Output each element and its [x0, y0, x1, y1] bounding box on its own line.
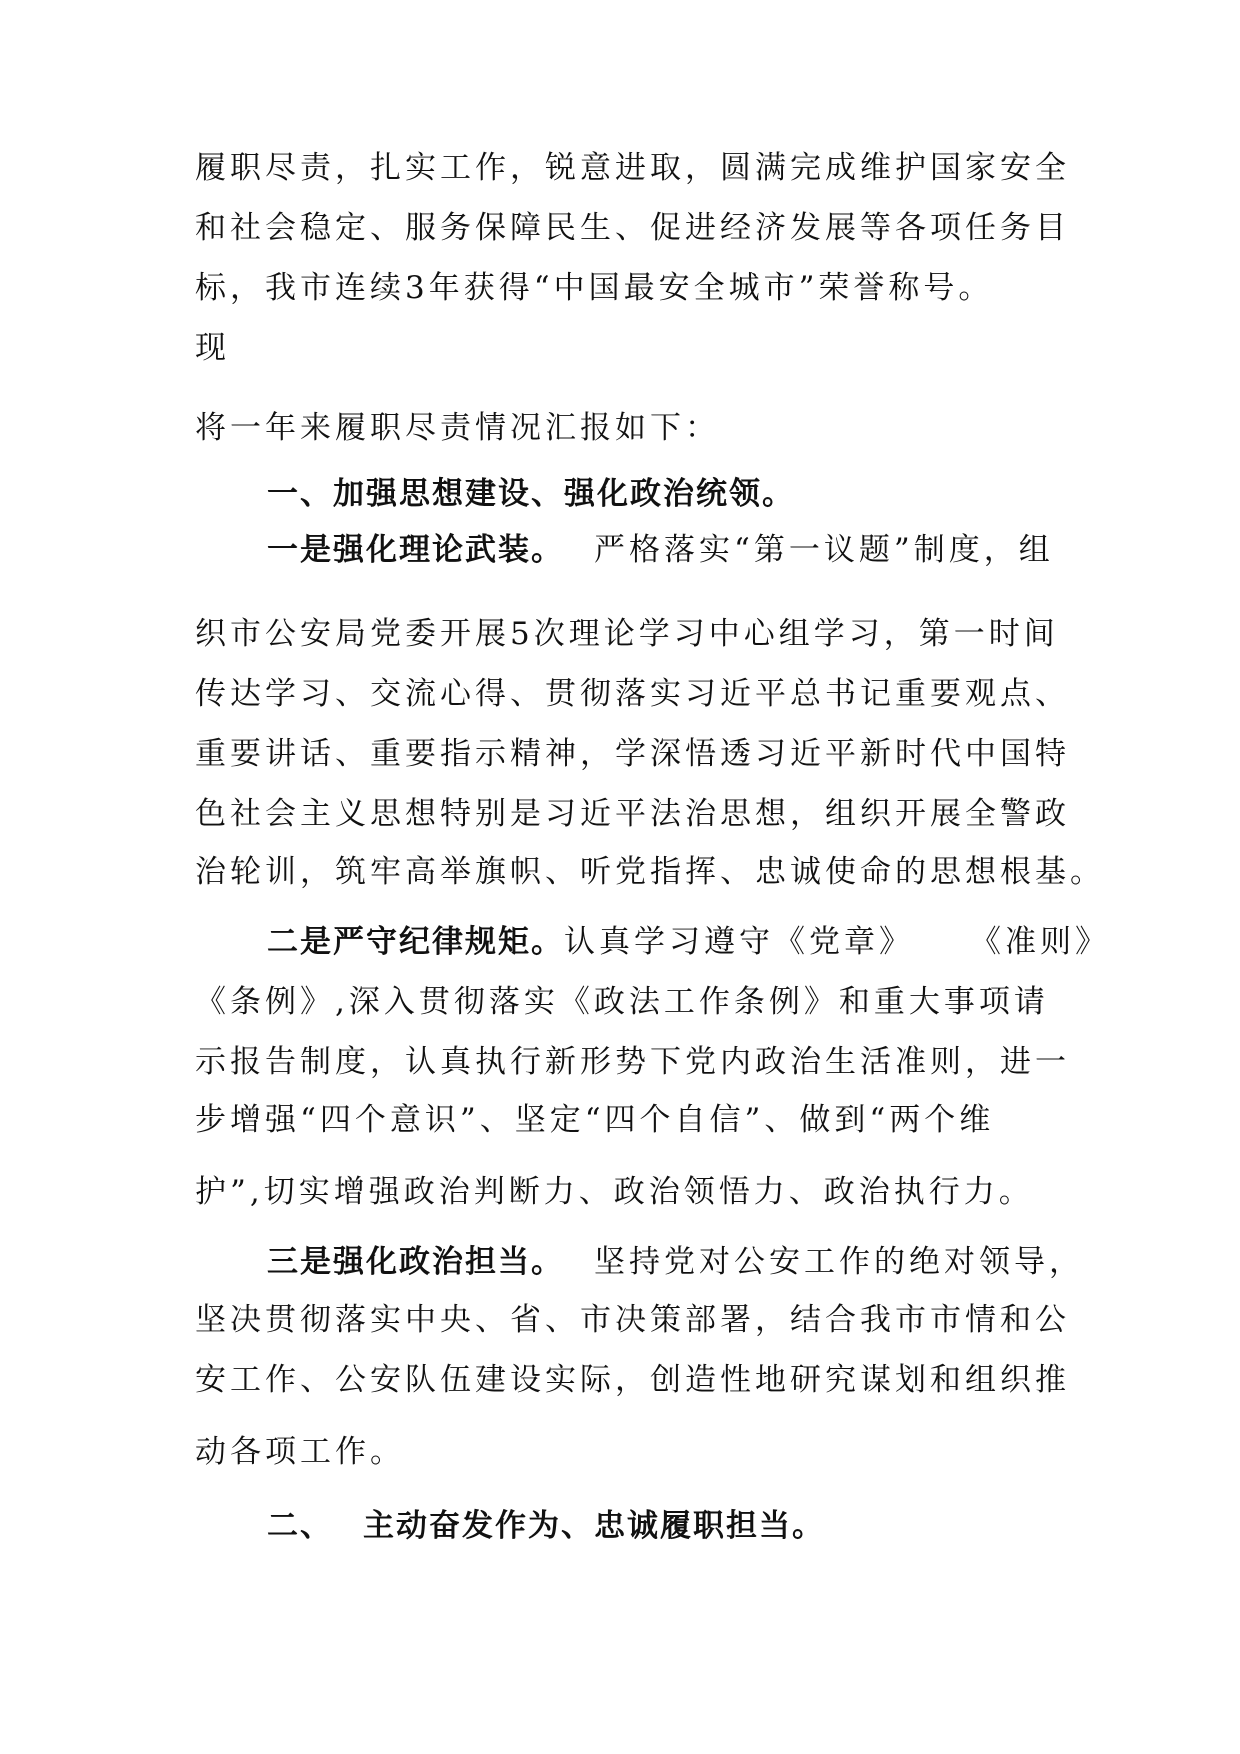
- item-2-line-1-text-b: 《准则》: [970, 924, 1110, 960]
- item-3-line-1: [267, 1242, 1084, 1282]
- item-2-line-3: 示报告制度，认真执行新形势下党内政治生活准则，进一: [195, 1044, 1070, 1080]
- item-2-line-2: 《条例》,深入贯彻落实《政法工作条例》和重大事项请: [195, 984, 1049, 1020]
- item-3-line-2: 坚决贯彻落实中央、省、市决策部署，结合我市市情和公: [195, 1302, 1070, 1338]
- intro-line-2: 和社会稳定、服务保障民生、促进经济发展等各项任务目: [195, 210, 1070, 246]
- item-2-lead: 二是严守纪律规矩。: [267, 924, 564, 960]
- item-2-line-1: [267, 922, 1110, 962]
- section-2-heading-number: 二、: [267, 1508, 333, 1544]
- intro-line-5: 将一年来履职尽责情况汇报如下：: [195, 410, 720, 446]
- intro-line-4: 现: [195, 330, 230, 366]
- item-3-line-3: 安工作、公安队伍建设实际，创造性地研究谋划和组织推: [195, 1362, 1070, 1398]
- intro-line-3: 标，我市连续3年获得“中国最安全城市”荣誉称号。: [195, 270, 994, 306]
- item-2-line-5: 护”,切实增强政治判断力、政治领悟力、政治执行力。: [195, 1174, 1034, 1210]
- item-1-line-3: 传达学习、交流心得、贯彻落实习近平总书记重要观点、: [195, 676, 1070, 712]
- item-1-lead: 一是强化理论武装。: [267, 532, 564, 568]
- item-3-line-1-text: 坚持党对公安工作的绝对领导，: [594, 1244, 1084, 1280]
- item-1-line-4: 重要讲话、重要指示精神，学深悟透习近平新时代中国特: [195, 736, 1070, 772]
- section-2-heading-text: 主动奋发作为、忠诚履职担当。: [363, 1508, 825, 1544]
- item-1-line-1-text: 严格落实“第一议题”制度，组: [594, 532, 1054, 568]
- item-3-lead: 三是强化政治担当。: [267, 1244, 564, 1280]
- item-1-line-5: 色社会主义思想特别是习近平法治思想，组织开展全警政: [195, 796, 1070, 832]
- item-2-line-1-text-a: 认真学习遵守《党章》: [564, 924, 914, 960]
- item-1-line-2: 织市公安局党委开展5次理论学习中心组学习，第一时间: [195, 616, 1059, 652]
- item-1-line-1: [267, 530, 1054, 570]
- item-1-line-6: 治轮训，筑牢高举旗帜、听党指挥、忠诚使命的思想根基。: [195, 854, 1105, 890]
- item-2-line-4: 步增强“四个意识”、坚定“四个自信”、做到“两个维: [195, 1102, 995, 1138]
- section-2-heading: [267, 1506, 825, 1546]
- intro-line-1: 履职尽责，扎实工作，锐意进取，圆满完成维护国家安全: [195, 150, 1070, 186]
- item-3-line-4: 动各项工作。: [195, 1434, 405, 1470]
- section-1-heading: 一、加强思想建设、强化政治统领。: [267, 476, 795, 512]
